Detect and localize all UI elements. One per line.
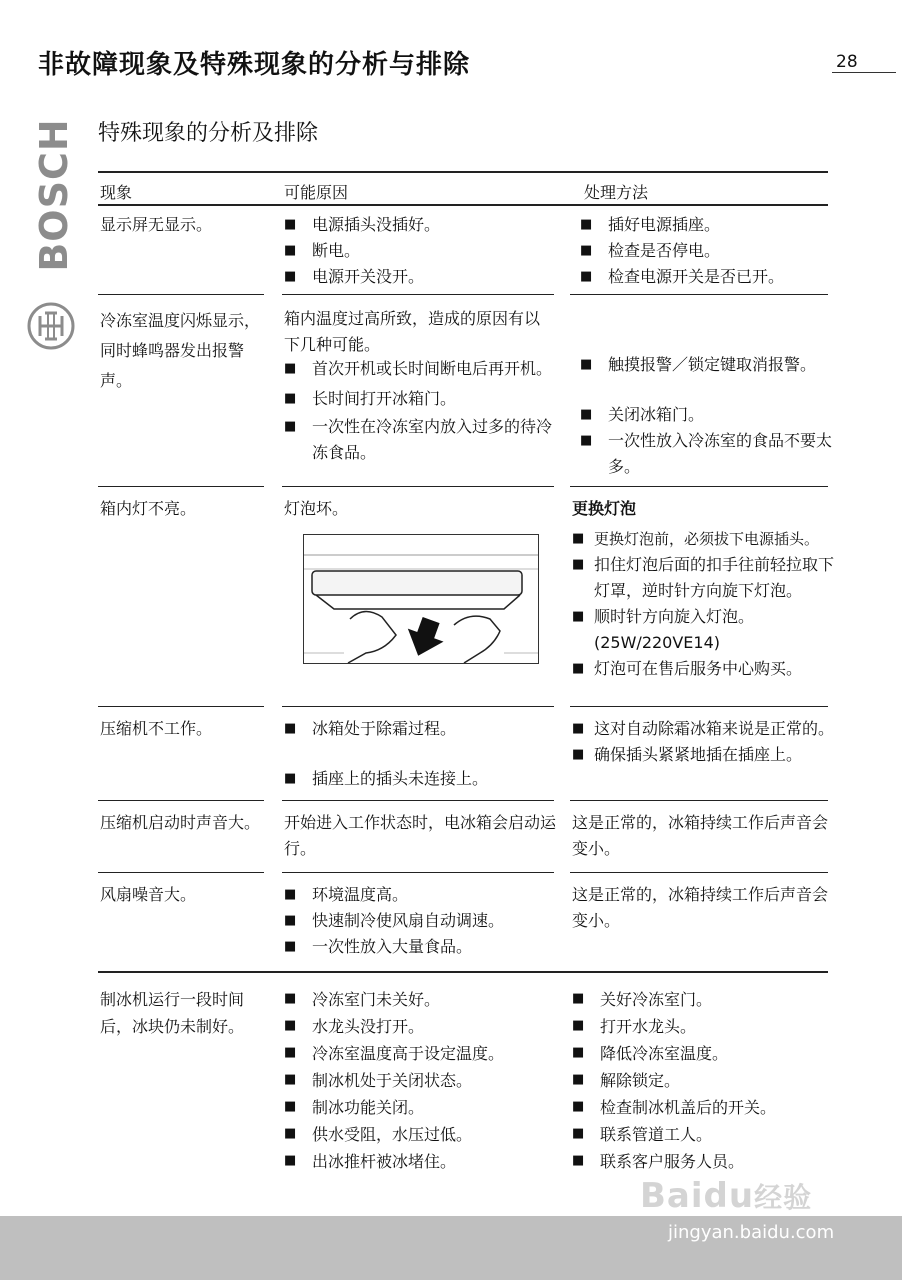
cause-text: 电源插头没插好。 <box>312 215 441 234</box>
row1-solutions <box>580 212 840 290</box>
bullet-icon: ■ <box>572 991 585 1006</box>
bullet-icon: ■ <box>580 269 593 284</box>
list-item <box>580 352 842 378</box>
row-divider <box>98 706 264 707</box>
row2-cause-intro <box>284 306 554 358</box>
bullet-icon: ■ <box>284 361 297 376</box>
bullet-icon: ■ <box>284 1045 297 1060</box>
bulb-replacement-illustration <box>303 534 539 664</box>
solution-text: 触摸报警／锁定键取消报警。 <box>608 355 817 374</box>
cause-text: 电源开关没开。 <box>312 267 425 286</box>
cause-text: 供水受阻，水压过低。 <box>312 1125 473 1144</box>
list-item <box>572 656 842 682</box>
list-item <box>284 1040 554 1067</box>
page-number: 28 <box>836 52 858 72</box>
solution-text: 检查电源开关是否已开。 <box>608 267 785 286</box>
solution-text: 检查是否停电。 <box>608 241 721 260</box>
solution-text: 一次性放入冷冻室的食品不要太多。 <box>608 431 833 476</box>
bullet-icon: ■ <box>284 939 297 954</box>
cause-text: 断电。 <box>312 241 361 260</box>
list-item <box>580 402 842 428</box>
bullet-icon: ■ <box>572 1072 585 1087</box>
solution-text: 更换灯泡前，必须拔下电源插头。 <box>594 530 820 548</box>
row7-phenomenon: 制冰机运行一段时间后，冰块仍未制好。 <box>100 990 245 1036</box>
cause-text: 制冰功能关闭。 <box>312 1098 425 1117</box>
bullet-icon: ■ <box>580 433 593 448</box>
row-divider <box>282 800 554 801</box>
solution-text: 插好电源插座。 <box>608 215 721 234</box>
list-item <box>284 414 554 466</box>
table-top-rule <box>98 171 828 173</box>
solution-text: 确保插头紧紧地插在插座上。 <box>594 745 803 764</box>
bullet-icon: ■ <box>284 771 297 786</box>
bullet-icon: ■ <box>580 357 593 372</box>
bullet-icon: ■ <box>284 887 297 902</box>
list-item <box>572 1013 834 1040</box>
list-item <box>284 1121 554 1148</box>
brand-name: BOSCH <box>32 118 76 272</box>
bullet-icon: ■ <box>572 1018 585 1033</box>
watermark-cn: 经验 <box>754 1181 813 1214</box>
solution-text: 关闭冰箱门。 <box>608 405 705 424</box>
column-header-cause: 可能原因 <box>284 183 349 202</box>
row-divider <box>282 294 554 295</box>
cause-text: 出冰推杆被冰堵住。 <box>312 1152 457 1171</box>
list-item <box>284 766 554 792</box>
row5-phenomenon: 压缩机启动时声音大。 <box>100 813 261 832</box>
list-item <box>284 1094 554 1121</box>
row-divider <box>282 872 554 873</box>
bullet-icon: ■ <box>284 243 297 258</box>
list-item <box>284 986 554 1013</box>
bullet-icon: ■ <box>284 991 297 1006</box>
column-header-solution: 处理方法 <box>584 183 649 202</box>
solution-text: 打开水龙头。 <box>600 1017 697 1036</box>
row7-causes <box>284 986 554 1175</box>
list-item <box>572 552 842 604</box>
row1-phenomenon: 显示屏无显示。 <box>100 215 213 234</box>
row3-solution-title: 更换灯泡 <box>572 499 637 518</box>
solution-text: 检查制冰机盖后的开关。 <box>600 1098 777 1117</box>
list-item <box>284 908 554 934</box>
cause-text: 插座上的插头未连接上。 <box>312 769 489 788</box>
row2-phenomenon: 冷冻室温度闪烁显示，同时蜂鸣器发出报警声。 <box>100 311 261 390</box>
bosch-logo-icon <box>26 301 76 351</box>
row4-phenomenon: 压缩机不工作。 <box>100 719 213 738</box>
bullet-icon: ■ <box>284 1153 297 1168</box>
solution-text: 解除锁定。 <box>600 1071 681 1090</box>
cause-text: 长时间打开冰箱门。 <box>312 389 457 408</box>
list-item <box>572 1148 834 1175</box>
baidu-watermark-logo <box>640 1176 812 1216</box>
watermark-mark: du <box>703 1176 755 1216</box>
list-item <box>572 604 842 630</box>
list-item <box>284 882 554 908</box>
bullet-icon: ■ <box>580 243 593 258</box>
cause-text: 冷冻室温度高于设定温度。 <box>312 1044 505 1063</box>
row-divider <box>98 971 828 973</box>
row6-solution: 这是正常的，冰箱持续工作后声音会变小。 <box>572 885 829 930</box>
row3-solutions <box>572 526 842 682</box>
list-item <box>284 1067 554 1094</box>
list-item <box>572 1067 834 1094</box>
watermark-url: jingyan.baidu.com <box>668 1222 835 1243</box>
row3-cause: 灯泡坏。 <box>284 499 349 518</box>
row2-causes <box>284 356 554 466</box>
row5-solution: 这是正常的，冰箱持续工作后声音会变小。 <box>572 813 829 858</box>
list-item <box>572 742 842 768</box>
row-divider <box>570 486 828 487</box>
cause-text: 首次开机或长时间断电后再开机。 <box>312 359 553 378</box>
row-divider <box>570 706 828 707</box>
row-divider <box>282 486 554 487</box>
cause-text: 一次性在冷冻室内放入过多的待冷冻食品。 <box>312 417 553 462</box>
solution-text: 关好冷冻室门。 <box>600 990 713 1009</box>
bullet-icon: ■ <box>284 1126 297 1141</box>
list-item <box>572 1094 834 1121</box>
solution-text: 这对自动除霜冰箱来说是正常的。 <box>594 719 835 738</box>
bullet-icon: ■ <box>284 419 297 434</box>
bullet-icon: ■ <box>284 269 297 284</box>
brand-wordmark <box>34 110 74 280</box>
list-item <box>284 264 554 290</box>
cause-text: 水龙头没打开。 <box>312 1017 425 1036</box>
bullet-icon: ■ <box>572 1126 585 1141</box>
bullet-icon: ■ <box>572 609 585 624</box>
solution-text: 联系管道工人。 <box>600 1125 713 1144</box>
row1-causes <box>284 212 554 290</box>
list-item <box>572 1040 834 1067</box>
row-divider <box>98 800 264 801</box>
list-item <box>580 238 840 264</box>
row4-causes <box>284 716 554 792</box>
cause-text: 制冰机处于关闭状态。 <box>312 1071 473 1090</box>
list-item <box>284 1148 554 1175</box>
bullet-icon: ■ <box>284 1099 297 1114</box>
solution-text: 降低冷冻室温度。 <box>600 1044 729 1063</box>
row-divider <box>98 486 264 487</box>
bullet-icon: ■ <box>284 913 297 928</box>
cause-text: 一次性放入大量食品。 <box>312 937 473 956</box>
row7-solutions <box>572 986 834 1175</box>
table-header-rule <box>98 204 828 206</box>
list-item <box>284 212 554 238</box>
row-divider <box>570 294 828 295</box>
list-item <box>284 238 554 264</box>
row-divider <box>570 800 828 801</box>
list-item <box>572 526 842 552</box>
bullet-icon: ■ <box>572 721 585 736</box>
bullet-icon: ■ <box>580 217 593 232</box>
bullet-icon: ■ <box>572 661 585 676</box>
list-item <box>580 264 840 290</box>
row6-causes <box>284 882 554 960</box>
bulb-replacement-drawing <box>304 535 538 663</box>
row-divider <box>570 872 828 873</box>
solution-text: 顺时针方向旋入灯泡。 <box>594 607 755 626</box>
cause-text: 冷冻室门未关好。 <box>312 990 441 1009</box>
bullet-icon: ■ <box>284 391 297 406</box>
row5-cause: 开始进入工作状态时，电冰箱会启动运行。 <box>284 813 557 858</box>
list-item <box>284 716 554 742</box>
list-item <box>580 212 840 238</box>
list-item <box>572 630 842 656</box>
row-divider <box>282 706 554 707</box>
solution-text: 扣住灯泡后面的扣手往前轻拉取下灯罩，逆时针方向旋下灯泡。 <box>594 555 835 600</box>
list-item <box>284 386 554 412</box>
list-item <box>284 356 554 382</box>
bullet-icon: ■ <box>572 1099 585 1114</box>
bullet-icon: ■ <box>284 1072 297 1087</box>
bullet-icon: ■ <box>284 721 297 736</box>
cause-text: 冰箱处于除霜过程。 <box>312 719 457 738</box>
watermark-latin: Bai <box>640 1176 704 1216</box>
bullet-icon: ■ <box>572 531 585 546</box>
list-item <box>572 1121 834 1148</box>
list-item <box>572 716 842 742</box>
page-number-rule <box>832 72 896 73</box>
row4-solutions <box>572 716 842 768</box>
bullet-icon: ■ <box>284 1018 297 1033</box>
bulb-spec: (25W/220VE14) <box>594 633 721 652</box>
bullet-icon: ■ <box>580 407 593 422</box>
section-title: 特殊现象的分析及排除 <box>98 121 319 146</box>
list-item <box>284 1013 554 1040</box>
row6-phenomenon: 风扇噪音大。 <box>100 885 197 904</box>
list-item <box>580 428 842 480</box>
row-divider <box>98 294 264 295</box>
row2-solutions <box>580 352 842 480</box>
list-item <box>572 986 834 1013</box>
cause-text: 环境温度高。 <box>312 885 409 904</box>
solution-text: 联系客户服务人员。 <box>600 1152 745 1171</box>
page-title: 非故障现象及特殊现象的分析与排除 <box>38 50 471 80</box>
bullet-icon: ■ <box>572 557 585 572</box>
column-header-phenomenon: 现象 <box>100 183 133 202</box>
bullet-icon: ■ <box>284 217 297 232</box>
bullet-icon: ■ <box>572 1045 585 1060</box>
bullet-icon: ■ <box>572 747 585 762</box>
row3-phenomenon: 箱内灯不亮。 <box>100 499 197 518</box>
bullet-icon: ■ <box>572 1153 585 1168</box>
cause-intro-text: 箱内温度过高所致，造成的原因有以下几种可能。 <box>284 309 541 354</box>
cause-text: 快速制冷使风扇自动调速。 <box>312 911 505 930</box>
solution-text: 灯泡可在售后服务中心购买。 <box>594 659 803 678</box>
row-divider <box>98 872 264 873</box>
list-item <box>284 934 554 960</box>
